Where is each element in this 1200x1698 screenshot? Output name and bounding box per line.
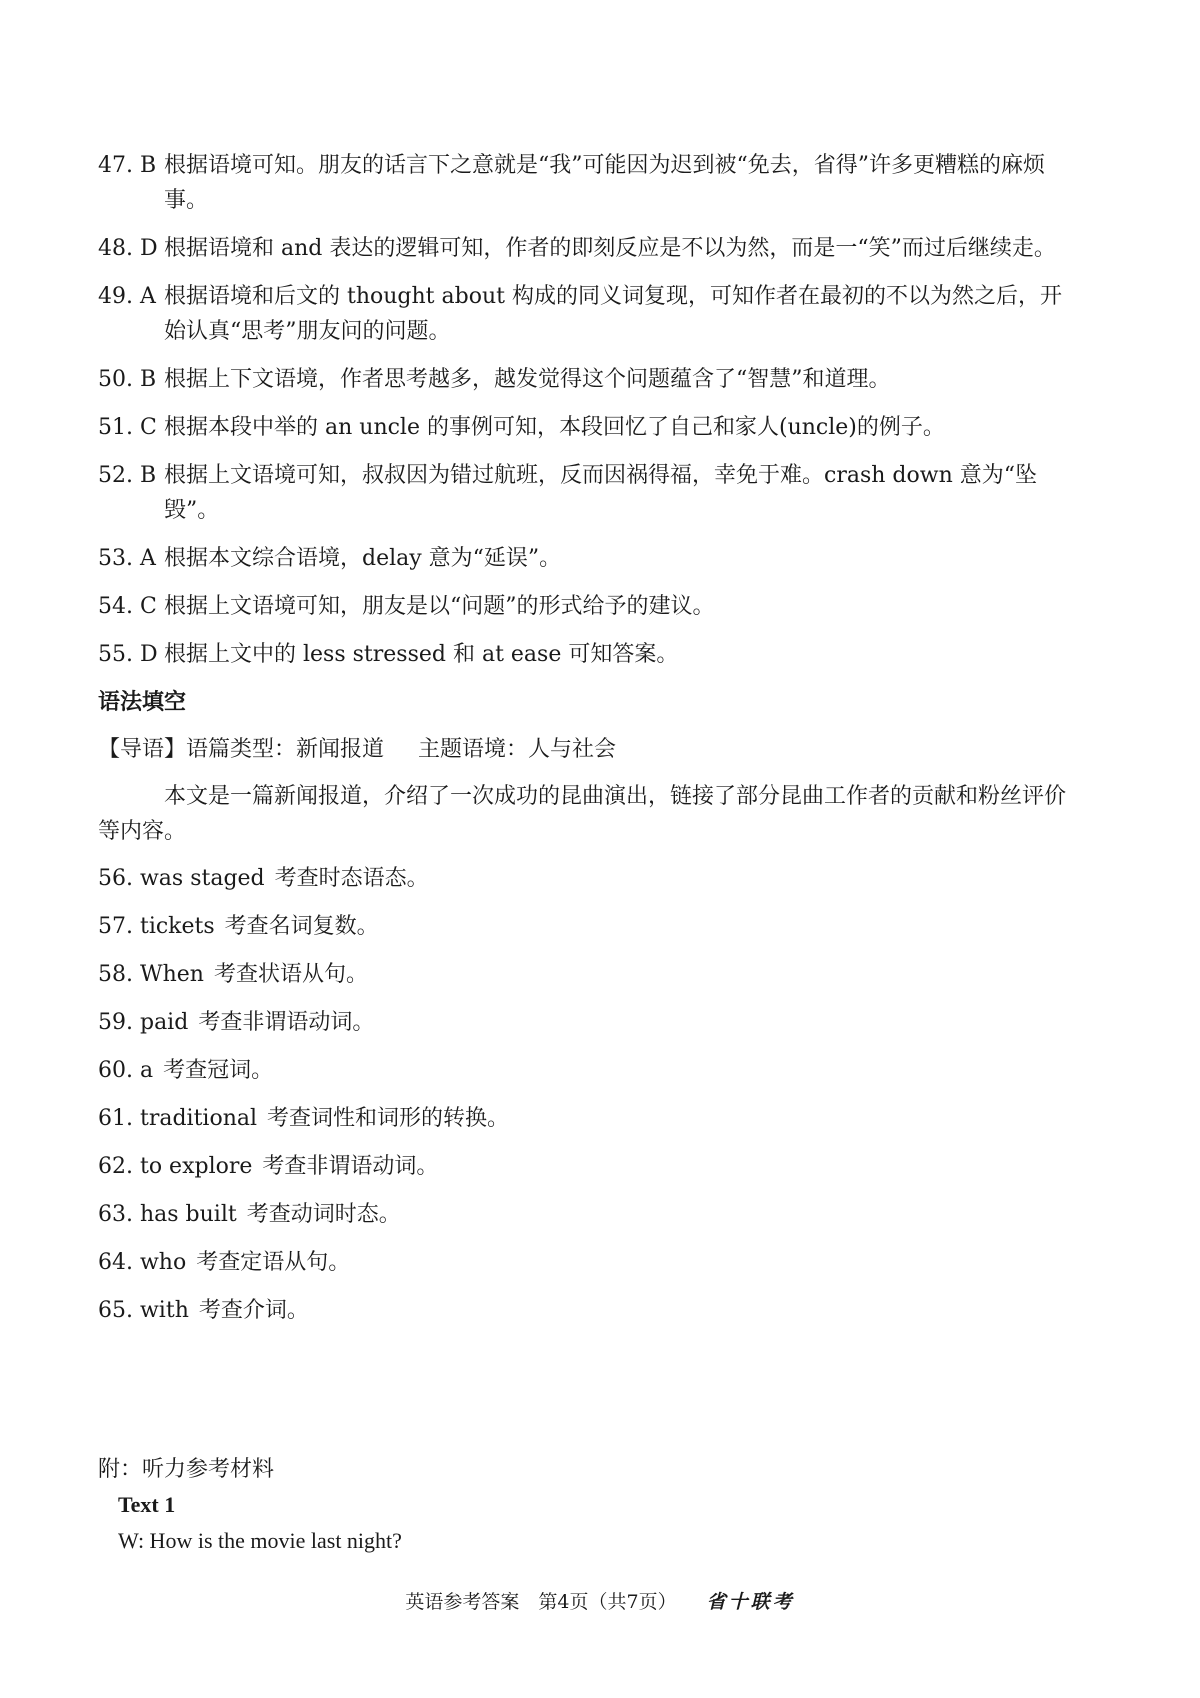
answer-explanation: 考查动词时态。 (246, 1202, 401, 1227)
cloze-answer-54 (98, 589, 1070, 624)
answer-number: 61. traditional (98, 1106, 258, 1131)
grammar-answers-list (98, 861, 1070, 1328)
grammar-answer-61 (98, 1101, 1070, 1136)
answer-explanation: 考查非谓语动词。 (198, 1010, 375, 1035)
answer-number: 65. with (98, 1298, 189, 1323)
answer-explanation: 根据语境和 and 表达的逻辑可知，作者的即刻反应是不以为然，而是一“笑”而过后继续走。 (164, 236, 1056, 261)
answer-number: 51. C (98, 415, 157, 440)
grammar-section-heading: 语法填空 (98, 690, 187, 715)
cloze-answer-49 (98, 279, 1070, 349)
answer-explanation: 根据语境可知。朋友的话言下之意就是“我”可能因为迟到被“免去，省得”许多更糟糕的麻烦事。 (164, 153, 1045, 213)
answer-explanation: 考查介词。 (198, 1298, 309, 1323)
footer-page-label: 英语参考答案 第4页（共7页） (405, 1591, 677, 1613)
cloze-answer-51 (98, 410, 1070, 445)
guide-label: 【导语】语篇类型：新闻报道 (98, 737, 385, 762)
grammar-answer-59 (98, 1005, 1070, 1040)
answer-number: 59. paid (98, 1010, 189, 1035)
answer-number: 60. a (98, 1058, 154, 1083)
answer-number: 63. has built (98, 1202, 237, 1227)
answer-explanation: 考查非谓语动词。 (262, 1154, 439, 1179)
cloze-answer-53 (98, 541, 1070, 576)
answer-explanation: 考查定语从句。 (196, 1250, 351, 1275)
answer-number: 53. A (98, 546, 156, 571)
answer-explanation: 根据本段中举的 an uncle 的事例可知，本段回忆了自己和家人(uncle)的例子。 (164, 415, 945, 440)
answer-explanation: 考查冠词。 (163, 1058, 274, 1083)
answer-explanation: 根据语境和后文的 thought about 构成的同义词复现，可知作者在最初的不以为然之后，开始认真“思考”朋友问的问题。 (164, 284, 1062, 344)
listening-appendix (98, 1452, 1070, 1559)
answer-number: 58. When (98, 962, 204, 987)
grammar-answer-60 (98, 1053, 1070, 1088)
answer-explanation: 根据上文语境可知，叔叔因为错过航班，反而因祸得福，幸免于难。crash down 意为“坠毁”。 (164, 463, 1037, 523)
answer-explanation: 考查状语从句。 (213, 962, 368, 987)
grammar-answer-58 (98, 957, 1070, 992)
grammar-answer-63 (98, 1197, 1070, 1232)
text-label: Text 1 (118, 1492, 176, 1517)
answer-number: 54. C (98, 594, 157, 619)
answer-number: 49. A (98, 284, 156, 309)
grammar-answer-57 (98, 909, 1070, 944)
answer-number: 52. B (98, 463, 157, 488)
grammar-intro: 本文是一篇新闻报道，介绍了一次成功的昆曲演出，链接了部分昆曲工作者的贡献和粉丝评价等内容。 (98, 784, 1067, 844)
dialog-line: W: How is the movie last night? (118, 1528, 402, 1553)
cloze-answer-52 (98, 458, 1070, 528)
answer-explanation: 根据上文语境可知，朋友是以“问题”的形式给予的建议。 (164, 594, 715, 619)
cloze-answer-50 (98, 362, 1070, 397)
answer-number: 64. who (98, 1250, 187, 1275)
answer-explanation: 根据上下文语境，作者思考越多，越发觉得这个问题蕴含了“智慧”和道理。 (164, 367, 891, 392)
guide-line (98, 732, 1070, 767)
answer-content (98, 148, 1070, 1341)
answer-explanation: 考查词性和词形的转换。 (267, 1106, 510, 1131)
answer-number: 62. to explore (98, 1154, 253, 1179)
answer-number: 48. D (98, 236, 158, 261)
page-footer (0, 1588, 1200, 1616)
answer-number: 55. D (98, 642, 158, 667)
answer-explanation: 根据上文中的 less stressed 和 at ease 可知答案。 (164, 642, 679, 667)
footer-brand-logo: 省十联考 (706, 1591, 795, 1613)
cloze-answer-48 (98, 231, 1070, 266)
grammar-answer-64 (98, 1245, 1070, 1280)
cloze-answer-55 (98, 637, 1070, 672)
grammar-answer-65 (98, 1293, 1070, 1328)
answer-explanation: 考查时态语态。 (274, 866, 429, 891)
grammar-answer-56 (98, 861, 1070, 896)
answer-explanation: 根据本文综合语境，delay 意为“延误”。 (164, 546, 562, 571)
answer-explanation: 考查名词复数。 (224, 914, 379, 939)
answer-number: 56. was staged (98, 866, 265, 891)
cloze-answer-47 (98, 148, 1070, 218)
cloze-answers-list (98, 148, 1070, 672)
grammar-answer-62 (98, 1149, 1070, 1184)
theme-label: 主题语境：人与社会 (418, 737, 617, 762)
answer-number: 47. B (98, 153, 157, 178)
answer-number: 50. B (98, 367, 157, 392)
answer-number: 57. tickets (98, 914, 215, 939)
appendix-title: 附：听力参考材料 (98, 1457, 275, 1482)
